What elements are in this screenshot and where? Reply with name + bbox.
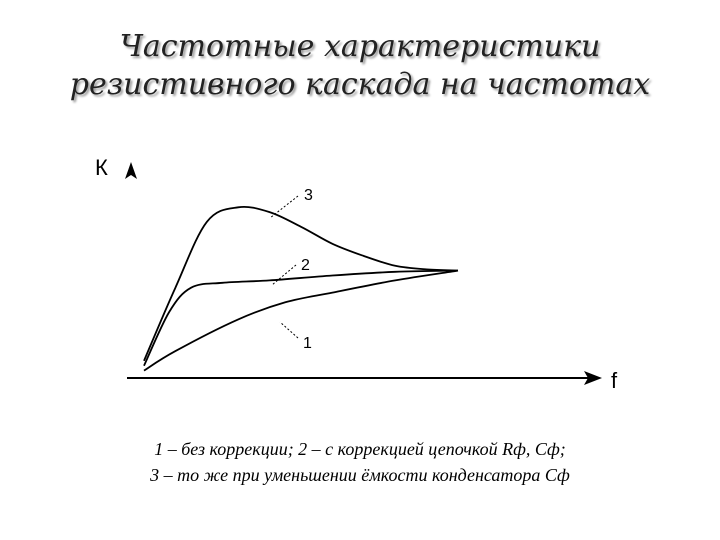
title-line-2: резистивного каскада на частотах (69, 67, 651, 102)
series-line-2 (144, 271, 458, 366)
caption-line-1: 1 – без коррекции; 2 – с коррекцией цепочкой Rф, Сф; (154, 439, 566, 459)
caption-line-2: 3 – то же при уменьшении ёмкости конденсатора Сф (150, 465, 570, 485)
y-axis-label: К (95, 155, 108, 180)
series-label-layer (270, 187, 313, 352)
x-axis-label: f (611, 368, 618, 393)
series-line-3 (144, 207, 458, 361)
series-label-2: 2 (301, 257, 310, 274)
leader-line-1 (280, 322, 298, 338)
y-axis-arrow-icon (125, 162, 137, 179)
figure-caption (0, 436, 720, 488)
series-line-1 (144, 271, 458, 371)
series-label-1: 1 (303, 335, 312, 352)
series-label-3: 3 (304, 187, 313, 204)
title-line-1: Частотные характеристики (119, 29, 601, 64)
leader-line-2 (272, 265, 296, 285)
series-layer (144, 207, 458, 371)
